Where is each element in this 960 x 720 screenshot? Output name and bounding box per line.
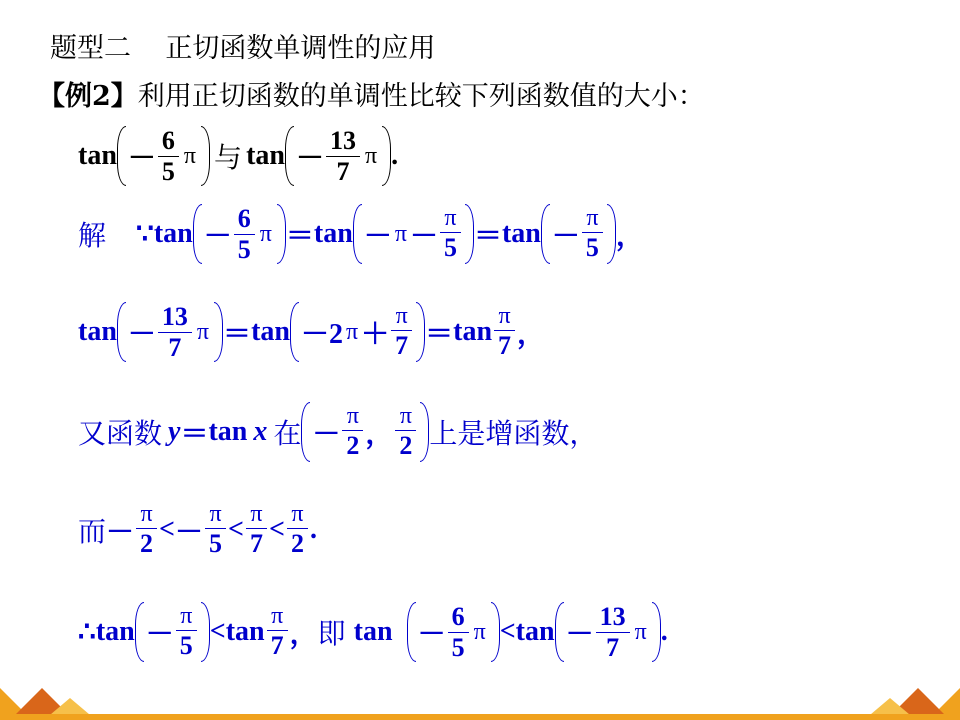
er-text: 而 <box>78 514 107 548</box>
paren-group <box>135 602 210 662</box>
numerator: 13 <box>161 302 188 332</box>
less-than: < <box>499 616 516 647</box>
minus-sign: － <box>417 619 446 650</box>
minus-sign: － <box>295 143 324 174</box>
equals-sign: ＝ <box>285 221 314 252</box>
fraction-6-5 <box>448 603 469 661</box>
paren-group <box>541 204 616 264</box>
numerator: 6 <box>237 204 251 234</box>
jie-label: 解 <box>78 219 107 252</box>
denominator: 7 <box>395 331 409 361</box>
denominator: 2 <box>346 431 360 461</box>
equals-sign: ＝ <box>473 221 502 252</box>
numerator: 6 <box>161 126 175 156</box>
minus-sign: － <box>145 619 174 650</box>
corner-decoration-left <box>0 670 100 720</box>
solution-line-2 <box>78 302 545 362</box>
denominator: 2 <box>290 529 304 559</box>
tan-label: tan <box>515 616 555 647</box>
less-than: < <box>228 513 244 545</box>
neg-two: －2 <box>300 319 343 350</box>
minus-sign: － <box>409 221 438 252</box>
paren-group <box>117 126 210 186</box>
plus-sign: ＋ <box>361 319 390 350</box>
minus-sign: － <box>565 619 594 650</box>
equals-sign: ＝ <box>425 319 454 350</box>
minus-sign: － <box>175 516 204 548</box>
paren-group <box>193 204 286 264</box>
fraction-13-7 <box>326 127 360 185</box>
tan-label: tan <box>153 218 193 249</box>
tan-label: tan <box>78 316 117 347</box>
fraction-pi-2 <box>395 404 416 459</box>
fraction-pi-7 <box>267 604 288 659</box>
solution-line-4 <box>78 502 317 557</box>
tan-label: tan <box>453 316 493 347</box>
tan-label: tan <box>501 218 541 249</box>
numerator: π <box>399 403 412 430</box>
paren-group <box>285 126 391 186</box>
fraction-pi-7 <box>246 502 267 557</box>
denominator: 2 <box>399 431 413 461</box>
denominator: 7 <box>270 631 284 661</box>
var-y: y <box>168 416 181 447</box>
numerator: π <box>498 303 511 330</box>
less-than: < <box>268 513 285 545</box>
tan-label: tan <box>95 616 135 647</box>
solution-line-1 <box>78 204 644 264</box>
pi-symbol: π <box>183 142 197 169</box>
numerator: π <box>250 501 263 527</box>
minus-sign: － <box>106 516 135 548</box>
pi-symbol: π <box>394 220 407 247</box>
pi-symbol: π <box>196 318 210 345</box>
paren-group <box>555 602 661 662</box>
tan-label: tan <box>78 140 117 171</box>
tan-label: tan <box>208 416 248 447</box>
example-expression <box>78 126 398 186</box>
var-x: x <box>253 416 268 447</box>
denominator: 5 <box>161 156 175 186</box>
numerator: 13 <box>599 602 626 632</box>
minus-sign: － <box>127 143 156 174</box>
fraction-pi-5 <box>205 502 226 557</box>
footer-bar <box>0 714 960 720</box>
minus-sign: － <box>312 419 341 450</box>
denominator: 2 <box>140 529 154 559</box>
zai-text: 在 <box>273 417 302 450</box>
denominator: 7 <box>606 632 620 662</box>
numerator: 13 <box>329 126 356 156</box>
corner-decoration-right <box>860 670 960 720</box>
numerator: π <box>395 303 408 330</box>
minus-sign: － <box>363 221 392 252</box>
therefore-symbol: ∴ <box>78 617 96 648</box>
paren-group <box>290 302 425 362</box>
line3-prefix: 又函数 <box>78 417 163 450</box>
fraction-pi-5 <box>582 206 603 261</box>
period: . <box>391 140 399 171</box>
numerator: π <box>586 205 599 232</box>
fraction-pi-2 <box>342 404 363 459</box>
denominator: 5 <box>237 234 251 264</box>
fraction-pi-7 <box>494 304 515 359</box>
because-symbol: ∵ <box>136 219 154 250</box>
denominator: 7 <box>498 331 512 361</box>
line3-suffix: 上是增函数， <box>429 417 598 450</box>
solution-line-5 <box>78 602 668 662</box>
tan-label: tan <box>313 218 353 249</box>
denominator: 7 <box>168 332 182 362</box>
section-title <box>50 26 435 65</box>
pi-symbol: π <box>364 142 378 169</box>
fraction-6-5 <box>234 205 255 263</box>
fraction-pi-5 <box>440 206 461 261</box>
tan-label: tan <box>251 316 290 347</box>
numerator: π <box>209 501 222 527</box>
numerator: π <box>180 603 193 630</box>
fraction-pi-2 <box>136 502 157 557</box>
pi-symbol: π <box>473 618 486 645</box>
pi-symbol: π <box>345 318 359 345</box>
example-question <box>38 74 705 113</box>
numerator: π <box>271 603 284 630</box>
fraction-pi-5 <box>176 604 197 659</box>
fraction-pi-7 <box>391 304 412 359</box>
solution-line-3 <box>78 402 597 462</box>
numerator: π <box>346 403 359 430</box>
denominator: 5 <box>585 233 599 263</box>
paren-group <box>353 204 474 264</box>
comma: ， <box>517 319 546 350</box>
denominator: 7 <box>249 529 263 559</box>
denominator: 5 <box>443 233 457 263</box>
comma: ， <box>365 419 394 450</box>
comma: ， <box>289 619 318 650</box>
tan-label: tan <box>353 616 393 647</box>
numerator: 6 <box>451 602 465 632</box>
pi-symbol: π <box>259 220 272 247</box>
less-than: < <box>159 513 175 545</box>
fraction-6-5 <box>158 127 179 185</box>
equals-sign: ＝ <box>180 419 209 450</box>
paren-group <box>407 602 500 662</box>
fraction-13-7 <box>596 603 630 661</box>
denominator: 5 <box>209 529 223 559</box>
minus-sign: － <box>127 319 156 350</box>
ji-text: 即 <box>317 617 346 650</box>
denominator: 7 <box>336 156 350 186</box>
tan-label: tan <box>246 140 285 171</box>
fraction-13-7 <box>158 303 192 361</box>
pi-symbol: π <box>634 618 647 645</box>
period: . <box>660 616 668 647</box>
yu-text: 与 <box>214 141 243 174</box>
minus-sign: － <box>203 221 232 252</box>
denominator: 5 <box>179 631 193 661</box>
period: . <box>309 513 317 545</box>
numerator: π <box>291 501 304 527</box>
numerator: π <box>444 205 457 232</box>
example-tag: 【例2】 <box>38 81 138 112</box>
fraction-pi-2 <box>287 502 308 557</box>
denominator: 5 <box>451 632 465 662</box>
comma: ， <box>615 221 644 252</box>
minus-sign: － <box>551 221 580 252</box>
tan-label: tan <box>225 616 265 647</box>
example-question-text: 利用正切函数的单调性比较下列函数值的大小： <box>137 81 705 112</box>
less-than: < <box>209 616 226 647</box>
equals-sign: ＝ <box>223 319 252 350</box>
paren-group <box>117 302 223 362</box>
numerator: π <box>140 501 153 527</box>
section-title-text: 题型二 正切函数单调性的应用 <box>50 33 436 64</box>
interval-group <box>301 402 429 462</box>
